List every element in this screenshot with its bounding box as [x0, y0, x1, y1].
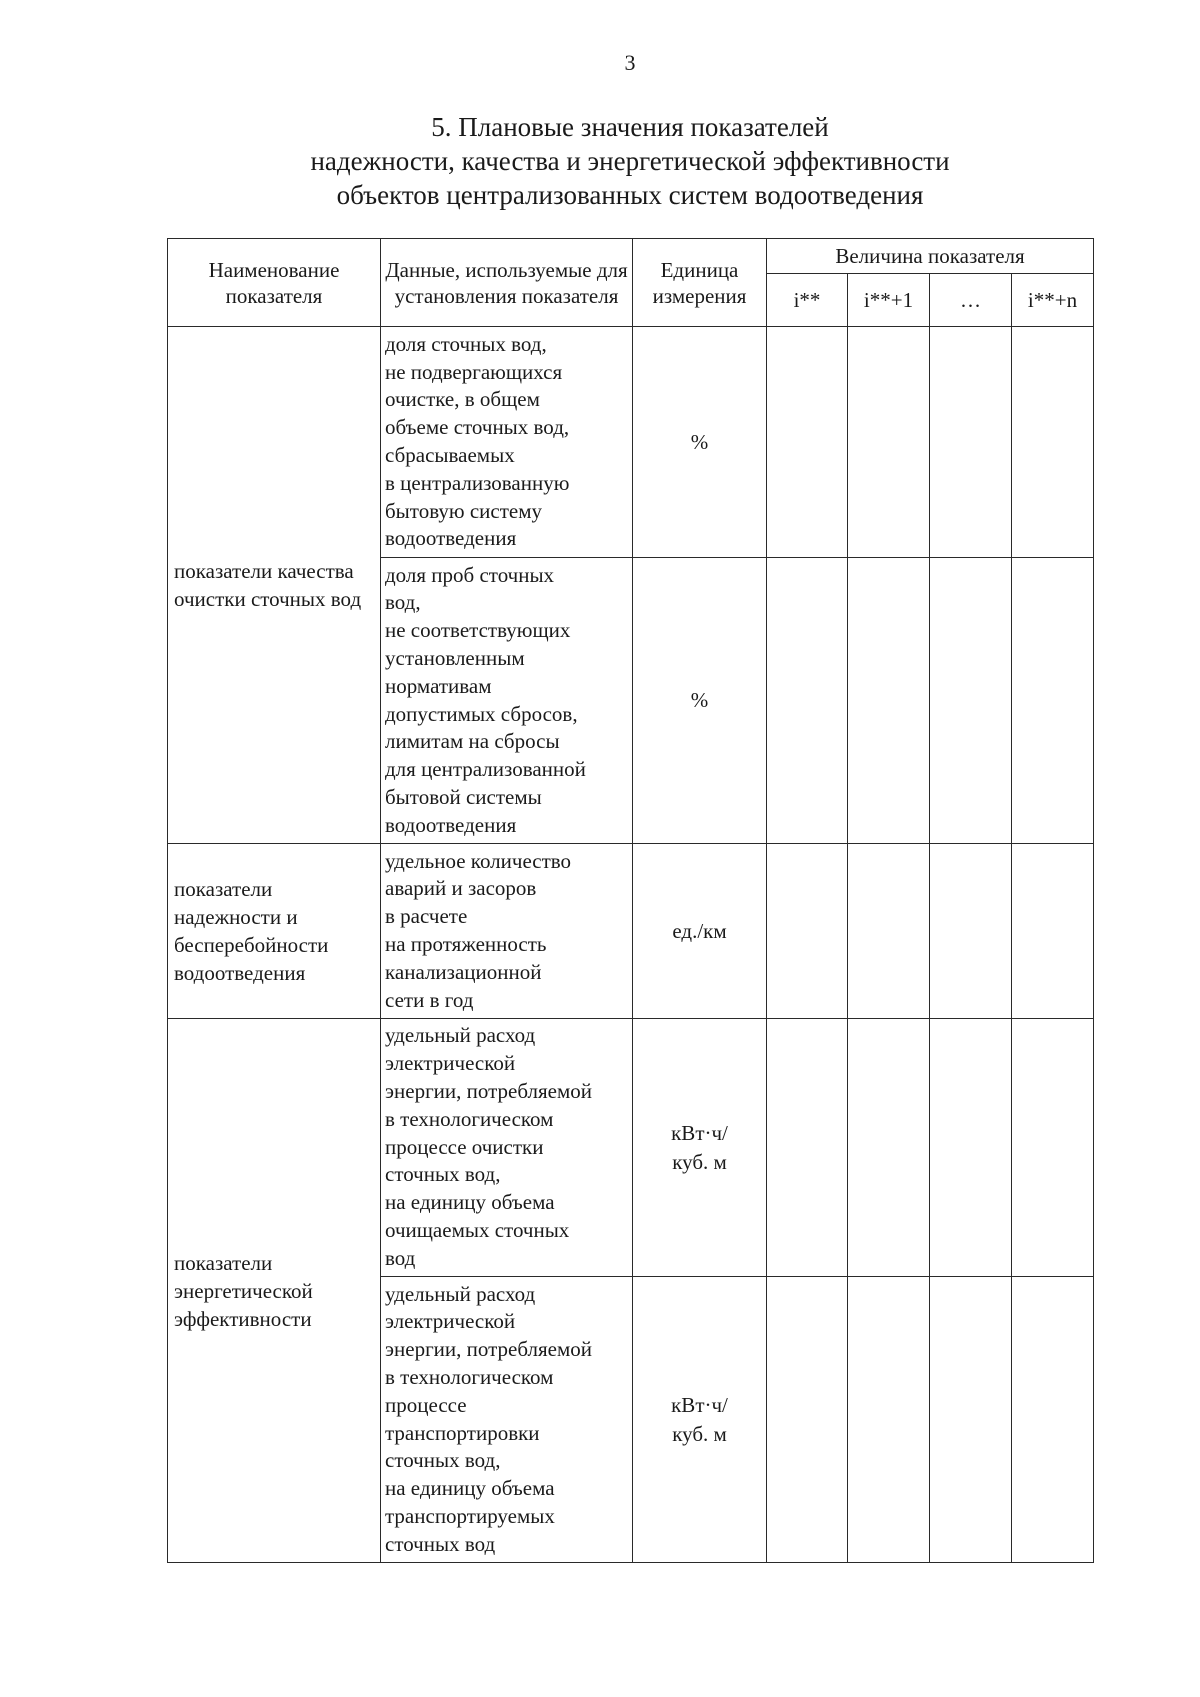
value-cell: [767, 1019, 848, 1277]
data-line: в технологическом: [385, 1106, 554, 1131]
unit-line: куб. м: [672, 1421, 727, 1446]
header-period-next: i**+1: [848, 274, 930, 327]
value-cell: [848, 558, 930, 844]
value-cell: [848, 1019, 930, 1277]
header-period-last: i**+n: [1012, 274, 1094, 327]
value-cell: [930, 558, 1012, 844]
data-line: очистке, в общем: [385, 387, 540, 412]
header-row: [168, 239, 1094, 274]
value-cell: [1012, 327, 1094, 558]
data-line: удельный расход: [385, 1281, 536, 1306]
data-line: в централизованную: [385, 470, 570, 495]
value-cell: [1012, 1277, 1094, 1563]
value-cell: [767, 558, 848, 844]
indicators-table: [167, 238, 1094, 1563]
data-line: бытовой системы: [385, 784, 542, 809]
row-unit: %: [633, 558, 767, 844]
row-source-data: [381, 558, 633, 844]
value-cell: [848, 327, 930, 558]
data-line: бытовую систему: [385, 498, 542, 523]
data-line: электрической: [385, 1309, 516, 1334]
data-line: в расчете: [385, 904, 468, 929]
value-cell: [1012, 844, 1094, 1019]
value-cell: [1012, 1019, 1094, 1277]
value-cell: [930, 327, 1012, 558]
data-line: лимитам на сбросы: [385, 729, 560, 754]
data-line: сточных вод,: [385, 1448, 501, 1473]
data-line: допустимых сбросов,: [385, 701, 578, 726]
data-line: энергии, потребляемой: [385, 1337, 593, 1362]
value-cell: [1012, 558, 1094, 844]
data-line: сточных вод: [385, 1531, 496, 1556]
row-source-data: [381, 844, 633, 1019]
data-line: водоотведения: [385, 526, 517, 551]
table-row: [168, 327, 1094, 558]
value-cell: [767, 1277, 848, 1563]
unit-line: кВт·ч/: [671, 1120, 728, 1145]
header-period-ellipsis: …: [930, 274, 1012, 327]
data-line: процессе очистки: [385, 1134, 544, 1159]
data-line: аварий и засоров: [385, 876, 537, 901]
data-line: установленным: [385, 645, 525, 670]
value-cell: [930, 844, 1012, 1019]
data-line: процессе: [385, 1392, 467, 1417]
unit-line: куб. м: [672, 1149, 727, 1174]
group-reliability-name: показатели надежности и бесперебойности водоотведения: [168, 844, 381, 1019]
value-cell: [767, 327, 848, 558]
header-period-base: i**: [767, 274, 848, 327]
data-line: транспортируемых: [385, 1503, 555, 1528]
data-line: не подвергающихся: [385, 359, 563, 384]
row-unit: [633, 1019, 767, 1277]
title-line-1: 5. Плановые значения показателей: [431, 112, 829, 142]
data-line: не соответствующих: [385, 618, 571, 643]
data-line: объеме сточных вод,: [385, 415, 570, 440]
data-line: удельное количество: [385, 848, 572, 873]
row-source-data: [381, 1019, 633, 1277]
data-line: канализационной: [385, 959, 542, 984]
group-energy-name: показатели энергетической эффективности: [168, 1019, 381, 1563]
data-line: очищаемых сточных: [385, 1217, 570, 1242]
data-line: на единицу объема: [385, 1190, 555, 1215]
page-number: 3: [624, 50, 636, 75]
title-line-2: надежности, качества и энергетической эффективности: [310, 146, 950, 176]
value-cell: [930, 1019, 1012, 1277]
value-cell: [767, 844, 848, 1019]
value-cell: [848, 1277, 930, 1563]
title-line-3: объектов централизованных систем водоотведения: [336, 180, 924, 210]
data-line: доля сточных вод,: [385, 331, 547, 356]
row-unit: [633, 1277, 767, 1563]
data-line: удельный расход: [385, 1023, 536, 1048]
row-source-data: [381, 327, 633, 558]
data-line: вод,: [385, 590, 421, 615]
data-line: сточных вод,: [385, 1162, 501, 1187]
header-indicator-value: Величина показателя: [767, 239, 1094, 274]
data-line: для централизованной: [385, 757, 586, 782]
data-line: на протяженность: [385, 932, 547, 956]
data-line: доля проб сточных: [385, 562, 555, 587]
unit-line: кВт·ч/: [671, 1392, 728, 1417]
table-row: [168, 844, 1094, 1019]
data-line: на единицу объема: [385, 1476, 555, 1501]
data-line: сбрасываемых: [385, 443, 515, 467]
document-title: [0, 110, 1200, 212]
group-quality-name: показатели качества очистки сточных вод: [168, 327, 381, 844]
data-line: в технологическом: [385, 1364, 554, 1389]
data-line: вод: [385, 1245, 416, 1270]
row-source-data: [381, 1277, 633, 1563]
header-unit: Единица измерения: [633, 239, 767, 327]
value-cell: [848, 844, 930, 1019]
header-source-data: Данные, используемые для установления показателя: [381, 239, 633, 327]
row-unit: %: [633, 327, 767, 558]
data-line: электрической: [385, 1051, 516, 1076]
data-line: сети в год: [385, 987, 474, 1012]
table-row: [168, 1019, 1094, 1277]
data-line: транспортировки: [385, 1420, 540, 1445]
row-unit: ед./км: [633, 844, 767, 1019]
value-cell: [930, 1277, 1012, 1563]
header-indicator-name: Наименование показателя: [168, 239, 381, 327]
data-line: нормативам: [385, 673, 492, 698]
data-line: энергии, потребляемой: [385, 1079, 593, 1103]
data-line: водоотведения: [385, 812, 517, 837]
